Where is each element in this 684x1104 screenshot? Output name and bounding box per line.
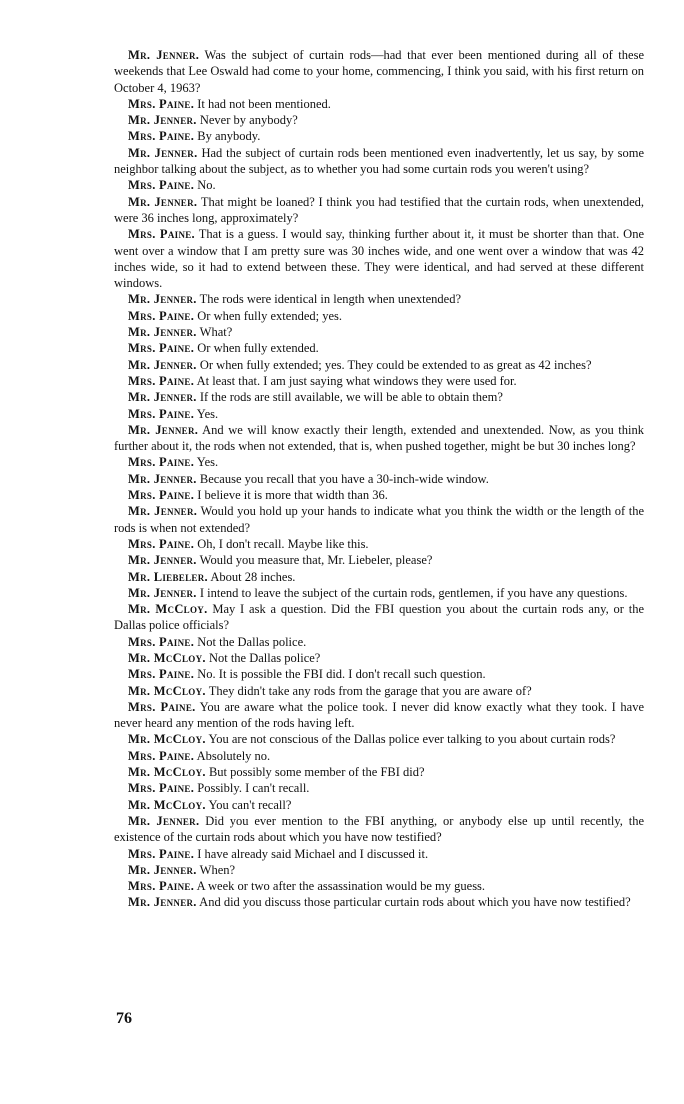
speaker-label: Mrs. Paine. xyxy=(128,846,195,861)
statement-text: A week or two after the assassination would be my guess. xyxy=(196,879,486,894)
speaker-label: Mr. Jenner. xyxy=(128,113,197,128)
speaker-label: Mr. McCloy. xyxy=(128,683,206,698)
statement-text: Because you recall that you have a 30-inch-wide window. xyxy=(199,471,489,486)
page-number: 76 xyxy=(116,1010,132,1027)
testimony-paragraph xyxy=(114,487,644,503)
testimony-paragraph xyxy=(114,96,644,112)
speaker-label: Mrs. Paine. xyxy=(128,748,195,763)
testimony-paragraph xyxy=(114,797,644,813)
speaker-label: Mrs. Paine. xyxy=(128,129,195,144)
statement-text: Absolutely no. xyxy=(196,748,271,763)
speaker-label: Mr. Jenner. xyxy=(128,862,197,877)
statement-text: By anybody. xyxy=(197,129,261,144)
speaker-label: Mr. McCloy. xyxy=(128,732,206,747)
speaker-label: Mrs. Paine. xyxy=(128,308,195,323)
statement-text: You are not conscious of the Dallas police ever talking to you about curtain rods? xyxy=(208,732,616,747)
testimony-paragraph xyxy=(114,145,644,178)
speaker-label: Mr. Jenner. xyxy=(128,194,198,209)
statement-text: Or when fully extended; yes. They could be extended to as great as 42 inches? xyxy=(199,357,592,372)
statement-text: Possibly. I can't recall. xyxy=(197,781,310,796)
speaker-label: Mr. Jenner. xyxy=(128,357,197,372)
speaker-label: Mrs. Paine. xyxy=(128,373,195,388)
speaker-label: Mrs. Paine. xyxy=(128,536,195,551)
speaker-label: Mrs. Paine. xyxy=(128,341,195,356)
testimony-paragraph xyxy=(114,503,644,536)
testimony-paragraph xyxy=(114,291,644,307)
testimony-paragraph xyxy=(114,128,644,144)
speaker-label: Mrs. Paine. xyxy=(128,667,195,682)
testimony-paragraph xyxy=(114,552,644,568)
statement-text: And did you discuss those particular curtain rods about which you have now testified? xyxy=(199,895,631,910)
speaker-label: Mr. Jenner. xyxy=(128,390,197,405)
statement-text: What? xyxy=(199,325,233,340)
statement-text: And we will know exactly their length, extended and unextended. Now, as you think further about it, the rods when not extended, that is, when pushed together, might be but 30 inches long? xyxy=(114,422,644,454)
speaker-label: Mrs. Paine. xyxy=(128,178,195,193)
testimony-paragraph xyxy=(114,422,644,455)
speaker-label: Mr. Jenner. xyxy=(128,292,197,307)
statement-text: I intend to leave the subject of the curtain rods, gentlemen, if you have any questions. xyxy=(199,585,628,600)
speaker-label: Mr. Jenner. xyxy=(128,813,200,828)
speaker-label: Mrs. Paine. xyxy=(128,455,195,470)
statement-text: Or when fully extended. xyxy=(197,341,319,356)
testimony-paragraph xyxy=(114,373,644,389)
testimony-paragraph xyxy=(114,226,644,291)
testimony-paragraph xyxy=(114,47,644,96)
testimony-paragraph xyxy=(114,585,644,601)
testimony-paragraph xyxy=(114,471,644,487)
testimony-paragraph xyxy=(114,650,644,666)
testimony-paragraph xyxy=(114,389,644,405)
testimony-paragraph xyxy=(114,683,644,699)
testimony-paragraph xyxy=(114,894,644,910)
speaker-label: Mr. Jenner. xyxy=(128,145,198,160)
statement-text: It had not been mentioned. xyxy=(197,96,331,111)
testimony-body xyxy=(114,47,644,911)
testimony-paragraph xyxy=(114,454,644,470)
statement-text: When? xyxy=(199,862,236,877)
speaker-label: Mr. Jenner. xyxy=(128,48,200,62)
testimony-paragraph xyxy=(114,112,644,128)
speaker-label: Mrs. Paine. xyxy=(128,406,195,421)
speaker-label: Mr. Jenner. xyxy=(128,553,197,568)
testimony-paragraph xyxy=(114,699,644,732)
testimony-paragraph xyxy=(114,357,644,373)
speaker-label: Mr. Jenner. xyxy=(128,504,198,519)
statement-text: Would you hold up your hands to indicate what you think the width or the length of the rods is when not extended? xyxy=(114,504,645,535)
statement-text: I have already said Michael and I discussed it. xyxy=(197,846,429,861)
statement-text: Would you measure that, Mr. Liebeler, please? xyxy=(199,553,433,568)
speaker-label: Mr. McCloy. xyxy=(128,797,206,812)
statement-text: You are aware what the police took. I never did know exactly what they took. I have never heard any mention of the rods having left. xyxy=(114,699,644,731)
statement-text: They didn't take any rods from the garage that you are aware of? xyxy=(208,683,532,698)
statement-text: Had the subject of curtain rods been mentioned even inadvertently, let us say, by some neighbor talking about the subject, as to whether you had some curtain rods you weren't using? xyxy=(114,145,645,177)
speaker-label: Mr. Jenner. xyxy=(128,895,197,910)
speaker-label: Mrs. Paine. xyxy=(128,699,196,714)
speaker-label: Mr. Liebeler. xyxy=(128,569,208,584)
testimony-paragraph xyxy=(114,813,644,846)
statement-text: May I ask a question. Did the FBI question you about the curtain rods any, or the Dallas police officials? xyxy=(114,602,645,633)
speaker-label: Mr. McCloy. xyxy=(128,765,206,780)
statement-text: If the rods are still available, we will be able to obtain them? xyxy=(199,390,503,405)
testimony-paragraph xyxy=(114,846,644,862)
testimony-paragraph xyxy=(114,194,644,227)
statement-text: Was the subject of curtain rods—had that ever been mentioned during all of these weekends that Lee Oswald had come to your home, commencing, I think you said, with his first return on October 4, 1963? xyxy=(114,48,644,95)
testimony-paragraph xyxy=(114,324,644,340)
statement-text: That is a guess. I would say, thinking further about it, it must be shorter than that. One went over a window that I am pretty sure was 30 inches wide, and one went over a window that was 42 inches wide, so it had to extend between these. They were identical, and had served at these different windows. xyxy=(114,227,644,291)
statement-text: I believe it is more that width than 36. xyxy=(197,488,388,503)
speaker-label: Mr. Jenner. xyxy=(128,471,197,486)
testimony-paragraph xyxy=(114,764,644,780)
speaker-label: Mrs. Paine. xyxy=(128,781,195,796)
testimony-paragraph xyxy=(114,780,644,796)
testimony-paragraph xyxy=(114,634,644,650)
speaker-label: Mrs. Paine. xyxy=(128,488,195,503)
statement-text: Yes. xyxy=(196,455,219,470)
statement-text: Or when fully extended; yes. xyxy=(197,308,343,323)
testimony-paragraph xyxy=(114,731,644,747)
testimony-paragraph xyxy=(114,177,644,193)
statement-text: You can't recall? xyxy=(208,797,292,812)
statement-text: Never by anybody? xyxy=(199,113,298,128)
speaker-label: Mrs. Paine. xyxy=(128,227,195,242)
testimony-paragraph xyxy=(114,878,644,894)
speaker-label: Mr. Jenner. xyxy=(128,325,197,340)
testimony-paragraph xyxy=(114,666,644,682)
statement-text: The rods were identical in length when unextended? xyxy=(199,292,462,307)
speaker-label: Mrs. Paine. xyxy=(128,879,195,894)
speaker-label: Mr. Jenner. xyxy=(128,585,197,600)
testimony-paragraph xyxy=(114,536,644,552)
testimony-paragraph xyxy=(114,340,644,356)
statement-text: Not the Dallas police? xyxy=(208,650,321,665)
statement-text: But possibly some member of the FBI did? xyxy=(208,765,425,780)
testimony-paragraph xyxy=(114,569,644,585)
statement-text: About 28 inches. xyxy=(210,569,296,584)
statement-text: Not the Dallas police. xyxy=(197,634,307,649)
testimony-paragraph xyxy=(114,862,644,878)
speaker-label: Mr. Jenner. xyxy=(128,422,199,437)
speaker-label: Mrs. Paine. xyxy=(128,634,195,649)
speaker-label: Mrs. Paine. xyxy=(128,96,195,111)
statement-text: Yes. xyxy=(196,406,219,421)
statement-text: No. xyxy=(197,178,216,193)
statement-text: No. It is possible the FBI did. I don't recall such question. xyxy=(197,667,486,682)
speaker-label: Mr. McCloy. xyxy=(128,650,206,665)
testimony-paragraph xyxy=(114,308,644,324)
testimony-paragraph xyxy=(114,406,644,422)
testimony-paragraph xyxy=(114,748,644,764)
testimony-paragraph xyxy=(114,601,644,634)
speaker-label: Mr. McCloy. xyxy=(128,602,208,617)
statement-text: At least that. I am just saying what windows they were used for. xyxy=(196,373,517,388)
statement-text: Did you ever mention to the FBI anything, or anybody else up until recently, the existence of the curtain rods about which you have now testified? xyxy=(114,813,644,845)
statement-text: Oh, I don't recall. Maybe like this. xyxy=(197,536,369,551)
statement-text: That might be loaned? I think you had testified that the curtain rods, when unextended, were 36 inches long, approximately? xyxy=(114,194,644,225)
